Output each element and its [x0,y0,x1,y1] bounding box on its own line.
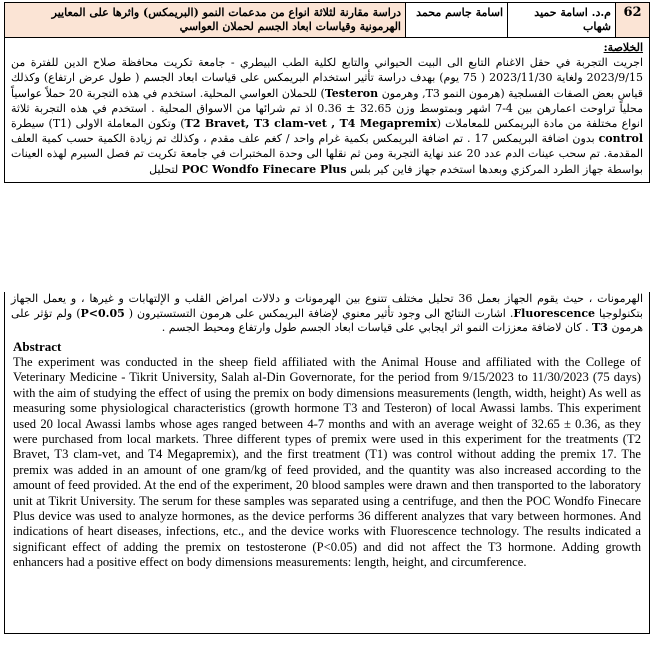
summary-bold-term: Fluorescence [513,306,596,320]
summary-text: . اشارت النتائج الى وجود تأثير معنوي لإضافة البريمكس على هرمون التستستيرون ( [124,306,514,320]
summary-bold-term: P<0.05 [80,306,125,320]
summary-text: ) وتكون المعاملة الاولى (T1) سيطرة [11,117,185,131]
summary-text: ) للحملان العواسي المحلية. استخدم في هذه التجربة 20 حملاً عواسياً محلياً تراوحت اعمارهن بين 4-7 اشهر وبمتوسط وزن 32.65 ± 0.36 اذ تم شرائها من الاسواق المحلية . استخدم في هذه التجربة ثلاثة انواع مختلفة من مادة البريمكس للمعاملات ( [11,86,643,131]
arabic-summary [5,38,649,182]
summary-text: اجريت التجربة في حقل الاغنام التابع الى البيت الحيواني والتابع لكلية الطب البيطري - جامعة تكريت محافظة صلاح الدين للفترة من 2023/9/15 ولغاية 2023/11/30 ( 75 يوم) بهدف دراسة تأثير استخدام البريمكس على قياسات ابعاد الجسم ( طول عرض ارتفاع) وكذلك قياس بعض الصفات الفسلجية (هرمون النمو T3, وهرمون [11,56,644,100]
summary-bold-term: control [598,132,644,146]
article-number: 62 [615,3,649,37]
summary-bold-term: T3 [592,321,608,334]
summary-text: بدون اضافة البريمكس 17 . تم اضافة البريمكس بكمية غرام واحد / كغم علف مقدم ، وكذلك تم زيادة الكمية حسب كمية العلف المقدمة. تم سحب عينات الدم عدد 20 عند نهاية التجربة ومن ثم نقلها الى وحدة المختبرات في جامعة تكريت تم فصل السيرم لهذه العينات بواسطة جهاز الطرد المركزي وبعدها استخدم جهاز فاين كير بلس [11,132,643,176]
abstract-heading: Abstract [13,338,62,354]
summary-text: ) ولم تؤثر على هرمون [11,306,643,334]
summary-text: لتحليل [149,162,182,176]
english-abstract [5,336,649,571]
summary-text: . كان لاضافة معززات النمو اثر ايجابي على قياسات ابعاد الجسم طول وارتفاع ومحيط الجسم . [161,321,593,334]
summary-text: الهرمونات ، حيث يقوم الجهاز بعمل 36 تحليل مختلف تتنوع بين الهرمونات و دلالات امراض القلب و الإلتهابات و غيرها ، و يعمل الجهاز بتكنولوجيا [11,292,644,320]
arabic-summary-heading: الخلاصة: [603,41,643,54]
abstract-body: The experiment was conducted in the sheep field affiliated with the Animal House and affiliated with the College of Veterinary Medicine - Tikrit University, Salah al-Din Governorate, for the period from 9/15/2023 to 11/30/2023 (75 days) with the aim of studying the effect of using the premix on body dimensions measurements (length, width, height) As well as measuring some physiological characteristics (growth hormone T3 and Testeron) of local Awassi lambs. This experiment used 20 local Awassi lambs whose ages ranged between 4-7 months and with an average weight of 32.65 ± 0.36, as they were purchased from local markets. Three different types of premix were used in this experiment for the treatments (T2 Bravet, T3 clam-vet, and T4 Megapremix), and the first treatment (T1) was control without adding the premix 17. The premix was added in an amount of one gram/kg of feed provided, and the quantity was also increased according to the amount of feed provided. At the end of the experiment, 20 blood samples were drawn and then transported to the laboratory unit at Tikrit University. The serum for these samples was separated using a centrifuge, and then the POC Wondfo Finecare Plus device was used to analyze hormones, as the device performs 36 different analyzes that vary between hormones. And indications of heart diseases, infections, etc., and the device works with Fluorescence technology. The results indicated a significant effect of adding the premix on testosterone (P<0.05) and did not affect the T3 hormone. Adding growth enhancers had a positive effect on body dimensions measurements: length, height, and circumference. [13,354,641,570]
summary-bold-term: Testeron [324,86,379,100]
arabic-summary-continued [5,292,649,336]
author-1: م.د. اسامة حميد شهاب [507,3,615,37]
summary-bold-term: T2 Bravet, T3 clam-vet , T4 Megapremix [184,117,437,131]
paper-title: دراسة مقارنة لثلاثة انواع من مدعمات النمو (البريمكس) واثرها على المعايير الهرمونية وقياسات ابعاد الجسم لحملان العواسي [5,3,405,37]
paper-bottom-block [4,292,650,634]
summary-bold-term: POC Wondfo Finecare Plus [181,162,347,176]
header-row [5,3,649,38]
paper-top-block [4,2,650,183]
author-2: اسامة جاسم محمد [405,3,507,37]
